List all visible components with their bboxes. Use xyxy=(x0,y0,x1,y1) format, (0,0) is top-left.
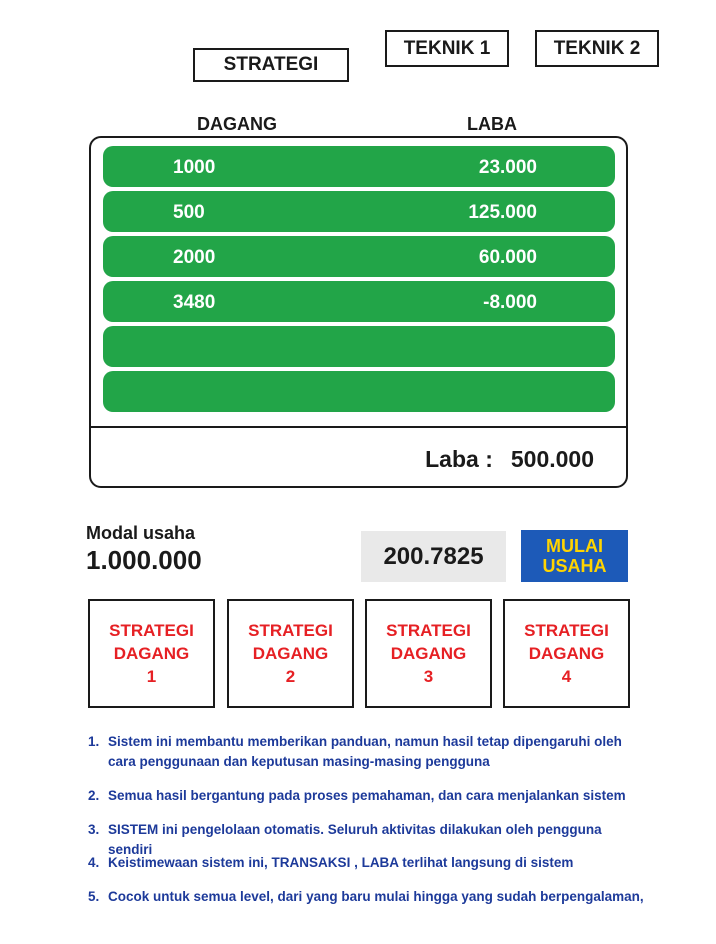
table-row-empty[interactable] xyxy=(103,326,615,367)
list-item xyxy=(88,732,648,772)
dagang-cell: 1000 xyxy=(173,157,216,178)
laba-cell: 125.000 xyxy=(468,202,537,223)
note-number: 1. xyxy=(88,734,100,749)
card-line3: 3 xyxy=(423,667,434,686)
laba-cell: -8.000 xyxy=(483,292,537,313)
table-row[interactable] xyxy=(103,146,615,187)
note-text: Semua hasil bergantung pada proses pemahaman, dan cara menjalankan sistem xyxy=(108,788,626,803)
card-line3: 4 xyxy=(561,667,572,686)
note-number: 4. xyxy=(88,855,100,870)
laba-cell: 60.000 xyxy=(478,247,537,268)
dagang-cell: 2000 xyxy=(173,247,216,268)
strategi-dagang-3-button[interactable] xyxy=(365,599,492,708)
list-item xyxy=(88,887,648,907)
column-header-laba: LABA xyxy=(467,114,517,134)
laba-cell: 23.000 xyxy=(478,157,537,178)
card-line2: DAGANG xyxy=(113,644,190,663)
note-text: Sistem ini membantu memberikan panduan, namun hasil tetap dipengaruhi oleh cara penggunaan dan keputusan masing-masing pengguna xyxy=(108,734,622,769)
mulai-usaha-line1: MULAI xyxy=(546,536,603,556)
card-line1: STRATEGI xyxy=(524,621,609,640)
teknik-1-button[interactable]: TEKNIK 1 xyxy=(385,30,509,67)
table-row[interactable] xyxy=(103,191,615,232)
note-text: Cocok untuk semua level, dari yang baru mulai hingga yang sudah berpengalaman, xyxy=(108,889,644,904)
strategi-dagang-1-button[interactable] xyxy=(88,599,215,708)
note-number: 2. xyxy=(88,788,100,803)
strategi-button[interactable]: STRATEGI xyxy=(193,48,349,82)
counter-display: 200.7825 xyxy=(361,531,506,582)
note-text: SISTEM ini pengelolaan otomatis. Seluruh aktivitas dilakukan oleh pengguna sendiri xyxy=(108,822,602,857)
table-divider xyxy=(91,426,626,428)
note-number: 3. xyxy=(88,822,100,837)
laba-total-label: Laba : xyxy=(425,446,493,472)
card-line1: STRATEGI xyxy=(386,621,471,640)
card-line1: STRATEGI xyxy=(248,621,333,640)
note-number: 5. xyxy=(88,889,100,904)
column-header-dagang: DAGANG xyxy=(197,114,277,134)
strategi-dagang-4-button[interactable] xyxy=(503,599,630,708)
mulai-usaha-button[interactable] xyxy=(521,530,628,582)
modal-usaha-label: Modal usaha xyxy=(86,523,196,543)
table-row[interactable] xyxy=(103,281,615,322)
strategi-dagang-2-button[interactable] xyxy=(227,599,354,708)
dagang-cell: 3480 xyxy=(173,292,216,313)
table-row-empty[interactable] xyxy=(103,371,615,412)
card-line3: 2 xyxy=(285,667,296,686)
mulai-usaha-line2: USAHA xyxy=(542,556,607,576)
card-line2: DAGANG xyxy=(252,644,329,663)
trade-table xyxy=(89,136,628,488)
laba-total-value: 500.000 xyxy=(510,446,594,472)
card-line2: DAGANG xyxy=(528,644,605,663)
note-text: Keistimewaan sistem ini, TRANSAKSI , LABA terlihat langsung di sistem xyxy=(108,855,574,870)
dagang-cell: 500 xyxy=(173,202,205,223)
card-line1: STRATEGI xyxy=(109,621,194,640)
laba-total xyxy=(425,446,594,473)
card-line2: DAGANG xyxy=(390,644,467,663)
modal-usaha-value: 1.000.000 xyxy=(86,545,202,575)
list-item xyxy=(88,786,648,806)
card-line3: 1 xyxy=(146,667,157,686)
table-row[interactable] xyxy=(103,236,615,277)
list-item xyxy=(88,853,648,873)
teknik-2-button[interactable]: TEKNIK 2 xyxy=(535,30,659,67)
